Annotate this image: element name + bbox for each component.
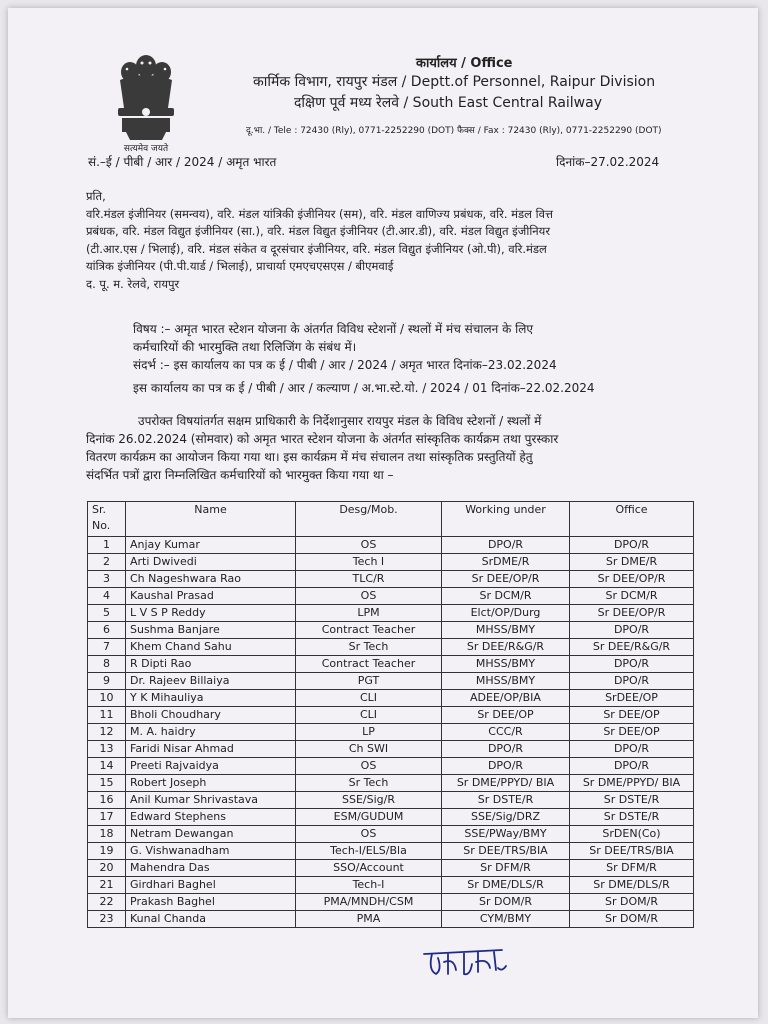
cell-office: Sr DOM/R [570,911,694,928]
cell-designation: Tech-I/ELS/Bla [296,843,442,860]
cell-working-under: Sr DME/DLS/R [442,877,570,894]
cell-name: M. A. haidry [126,724,296,741]
cell-office: Sr DEE/OP/R [570,571,694,588]
cell-srno: 5 [88,605,126,622]
table-row [88,741,694,758]
table-row [88,554,694,571]
cell-working-under: DPO/R [442,741,570,758]
addressee-line: प्रबंधक, वरि. मंडल विद्युत इंजीनियर (सा.), वरि. मंडल विद्युत इंजीनियर (टी.आर.डी), वरि. मंडल विद्युत इंजीनियर [86,224,551,238]
cell-designation: Sr Tech [296,775,442,792]
cell-name: Edward Stephens [126,809,296,826]
cell-name: Khem Chand Sahu [126,639,296,656]
addressee-block [86,188,704,293]
cell-name: L V S P Reddy [126,605,296,622]
cell-office: DPO/R [570,673,694,690]
cell-office: Sr DEE/TRS/BIA [570,843,694,860]
cell-working-under: Sr DSTE/R [442,792,570,809]
cell-srno: 10 [88,690,126,707]
reference-number: सं.–ई / पीबी / आर / 2024 / अमृत भारत [88,155,277,169]
cell-srno: 16 [88,792,126,809]
cell-name: Mahendra Das [126,860,296,877]
cell-working-under: Sr DCM/R [442,588,570,605]
cell-srno: 22 [88,894,126,911]
cell-designation: SSE/Sig/R [296,792,442,809]
department-heading: कार्मिक विभाग, रायपुर मंडल / Deptt.of Personnel, Raipur Division [253,74,656,90]
table-row [88,622,694,639]
table-body [88,537,694,928]
cell-office: Sr DSTE/R [570,792,694,809]
cell-srno: 4 [88,588,126,605]
cell-working-under: SSE/PWay/BMY [442,826,570,843]
cell-srno: 21 [88,877,126,894]
cell-name: Dr. Rajeev Billaiya [126,673,296,690]
cell-designation: LP [296,724,442,741]
cell-working-under: MHSS/BMY [442,622,570,639]
cell-designation: Tech-I [296,877,442,894]
cell-office: Sr DEE/OP/R [570,605,694,622]
body-line: उपरोक्त विषयांतर्गत सक्षम प्राधिकारी के निर्देशानुसार रायपुर मंडल के विविध स्टेशनों / स्थलों में [138,414,542,428]
table-row [88,588,694,605]
cell-working-under: Sr DFM/R [442,860,570,877]
cell-working-under: MHSS/BMY [442,673,570,690]
cell-working-under: Sr DEE/R&G/R [442,639,570,656]
cell-srno: 2 [88,554,126,571]
cell-name: Girdhari Baghel [126,877,296,894]
cell-srno: 20 [88,860,126,877]
cell-office: Sr DCM/R [570,588,694,605]
cell-name: Anjay Kumar [126,537,296,554]
table-row [88,605,694,622]
table-row [88,571,694,588]
addressee-line: प्रति, [86,189,106,203]
cell-working-under: MHSS/BMY [442,656,570,673]
table-row [88,860,694,877]
cell-working-under: SSE/Sig/DRZ [442,809,570,826]
col-header-srno: Sr. No. [88,502,126,537]
cell-designation: OS [296,758,442,775]
col-header-designation: Desg/Mob. [296,502,442,537]
cell-name: Arti Dwivedi [126,554,296,571]
cell-working-under: ADEE/OP/BIA [442,690,570,707]
cell-name: Ch Nageshwara Rao [126,571,296,588]
table-row [88,775,694,792]
cell-name: Netram Dewangan [126,826,296,843]
cell-working-under: DPO/R [442,758,570,775]
cell-office: Sr DFM/R [570,860,694,877]
table-row [88,826,694,843]
table-row [88,673,694,690]
cell-working-under: CYM/BMY [442,911,570,928]
document-page [8,8,758,1018]
subject-block [133,320,713,374]
table-row [88,877,694,894]
cell-working-under: Sr DOM/R [442,894,570,911]
cell-office: Sr DEE/R&G/R [570,639,694,656]
cell-designation: PMA/MNDH/CSM [296,894,442,911]
cell-designation: LPM [296,605,442,622]
cell-srno: 15 [88,775,126,792]
cell-name: G. Vishwanadham [126,843,296,860]
cell-office: Sr DOM/R [570,894,694,911]
table-row [88,894,694,911]
body-line: दिनांक 26.02.2024 (सोमवार) को अमृत भारत स्टेशन योजना के अंतर्गत सांस्कृतिक कार्यक्रम तथा पुरस्कार [86,432,559,446]
table-row [88,758,694,775]
cell-office: DPO/R [570,656,694,673]
table-row [88,707,694,724]
cell-designation: PGT [296,673,442,690]
cell-designation: TLC/R [296,571,442,588]
cell-office: DPO/R [570,537,694,554]
cell-office: Sr DME/DLS/R [570,877,694,894]
cell-office: Sr DEE/OP [570,707,694,724]
cell-srno: 23 [88,911,126,928]
table-row [88,537,694,554]
cell-working-under: Sr DME/PPYD/ BIA [442,775,570,792]
cell-designation: Sr Tech [296,639,442,656]
contact-line: दू.भा. / Tele : 72430 (Rly), 0771-2252290 (DOT) फैक्स / Fax : 72430 (Rly), 0771-2252290 (DOT) [246,126,662,136]
cell-designation: Contract Teacher [296,656,442,673]
cell-office: DPO/R [570,622,694,639]
body-line: संदर्भित पत्रों द्वारा निम्नलिखित कर्मचारियों को भारमुक्त किया गया था – [86,468,394,482]
staff-table [87,501,694,928]
reference-line-2: इस कार्यालय का पत्र क ई / पीबी / आर / कल्याण / अ.भा.स्टे.यो. / 2024 / 01 दिनांक–22.02.2024 [133,381,595,395]
cell-designation: SSO/Account [296,860,442,877]
cell-working-under: Sr DEE/OP/R [442,571,570,588]
cell-working-under: CCC/R [442,724,570,741]
cell-name: Bholi Choudhary [126,707,296,724]
cell-srno: 8 [88,656,126,673]
cell-designation: OS [296,537,442,554]
reference-line: संदर्भ :– इस कार्यालय का पत्र क ई / पीबी / आर / 2024 / अमृत भारत दिनांक–23.02.2024 [133,358,557,372]
cell-designation: OS [296,826,442,843]
cell-designation: CLI [296,707,442,724]
table-row [88,656,694,673]
subject-line: कर्मचारियों की भारमुक्ति तथा रिलिजिंग के संबंध में। [133,340,357,354]
cell-designation: CLI [296,690,442,707]
letter-date: दिनांक–27.02.2024 [556,155,660,169]
cell-working-under: Sr DEE/TRS/BIA [442,843,570,860]
railway-heading: दक्षिण पूर्व मध्य रेलवे / South East Central Railway [294,95,602,111]
table-row [88,911,694,928]
cell-name: Sushma Banjare [126,622,296,639]
cell-srno: 7 [88,639,126,656]
body-line: वितरण कार्यक्रम का आयोजन किया गया था। इस कार्यक्रम में मंच संचालन तथा सांस्कृतिक प्रस्तुतियों हेतु [86,450,533,464]
office-heading: कार्यालय / Office [416,56,513,71]
table-row [88,724,694,741]
subject-line: विषय :– अमृत भारत स्टेशन योजना के अंतर्गत विविध स्टेशनों / स्थलों में मंच संचालन के लिए [133,322,533,336]
cell-office: SrDEE/OP [570,690,694,707]
cell-working-under: Elct/OP/Durg [442,605,570,622]
cell-office: SrDEN(Co) [570,826,694,843]
cell-office: Sr DME/PPYD/ BIA [570,775,694,792]
cell-srno: 1 [88,537,126,554]
cell-srno: 14 [88,758,126,775]
addressee-line: वरि.मंडल इंजीनियर (समन्वय), वरि. मंडल यांत्रिकी इंजीनियर (सम), वरि. मंडल वाणिज्य प्रबंधक, वरि. मंडल वित्त [86,206,553,221]
cell-srno: 9 [88,673,126,690]
cell-working-under: Sr DEE/OP [442,707,570,724]
cell-office: Sr DSTE/R [570,809,694,826]
cell-office: Sr DEE/OP [570,724,694,741]
table-header-row [88,502,694,537]
body-paragraph [86,412,706,484]
cell-name: Robert Joseph [126,775,296,792]
cell-name: Kaushal Prasad [126,588,296,605]
cell-office: Sr DME/R [570,554,694,571]
cell-designation: Contract Teacher [296,622,442,639]
cell-srno: 17 [88,809,126,826]
addressee-line: द. पू. म. रेलवे, रायपुर [86,276,180,291]
cell-name: Anil Kumar Shrivastava [126,792,296,809]
cell-srno: 18 [88,826,126,843]
cell-name: Faridi Nisar Ahmad [126,741,296,758]
addressee-line: (टी.आर.एस / भिलाई), वरि. मंडल संकेत व दूरसंचार इंजीनियर, वरि. मंडल विद्युत इंजीनियर (ओ.पी), वरि.मंडल [86,241,547,256]
cell-name: Preeti Rajvaidya [126,758,296,775]
cell-srno: 3 [88,571,126,588]
cell-srno: 11 [88,707,126,724]
cell-srno: 13 [88,741,126,758]
cell-working-under: SrDME/R [442,554,570,571]
cell-office: DPO/R [570,758,694,775]
cell-name: Kunal Chanda [126,911,296,928]
emblem-caption: सत्यमेव जयते [123,144,169,154]
col-header-working-under: Working under [442,502,570,537]
cell-designation: OS [296,588,442,605]
cell-designation: Tech I [296,554,442,571]
table-row [88,792,694,809]
cell-srno: 19 [88,843,126,860]
cell-working-under: DPO/R [442,537,570,554]
cell-name: R Dipti Rao [126,656,296,673]
table-row [88,639,694,656]
cell-designation: ESM/GUDUM [296,809,442,826]
table-row [88,690,694,707]
cell-office: DPO/R [570,741,694,758]
cell-srno: 12 [88,724,126,741]
addressee-line: यांत्रिक इंजीनियर (पी.पी.यार्ड / भिलाई), प्राचार्या एमएचएसएस / बीएमवाई [86,259,394,273]
handwritten-signature [418,940,508,984]
cell-srno: 6 [88,622,126,639]
cell-name: Prakash Baghel [126,894,296,911]
cell-designation: Ch SWI [296,741,442,758]
col-header-office: Office [570,502,694,537]
cell-designation: PMA [296,911,442,928]
cell-name: Y K Mihauliya [126,690,296,707]
col-header-name: Name [126,502,296,537]
table-row [88,843,694,860]
table-row [88,809,694,826]
